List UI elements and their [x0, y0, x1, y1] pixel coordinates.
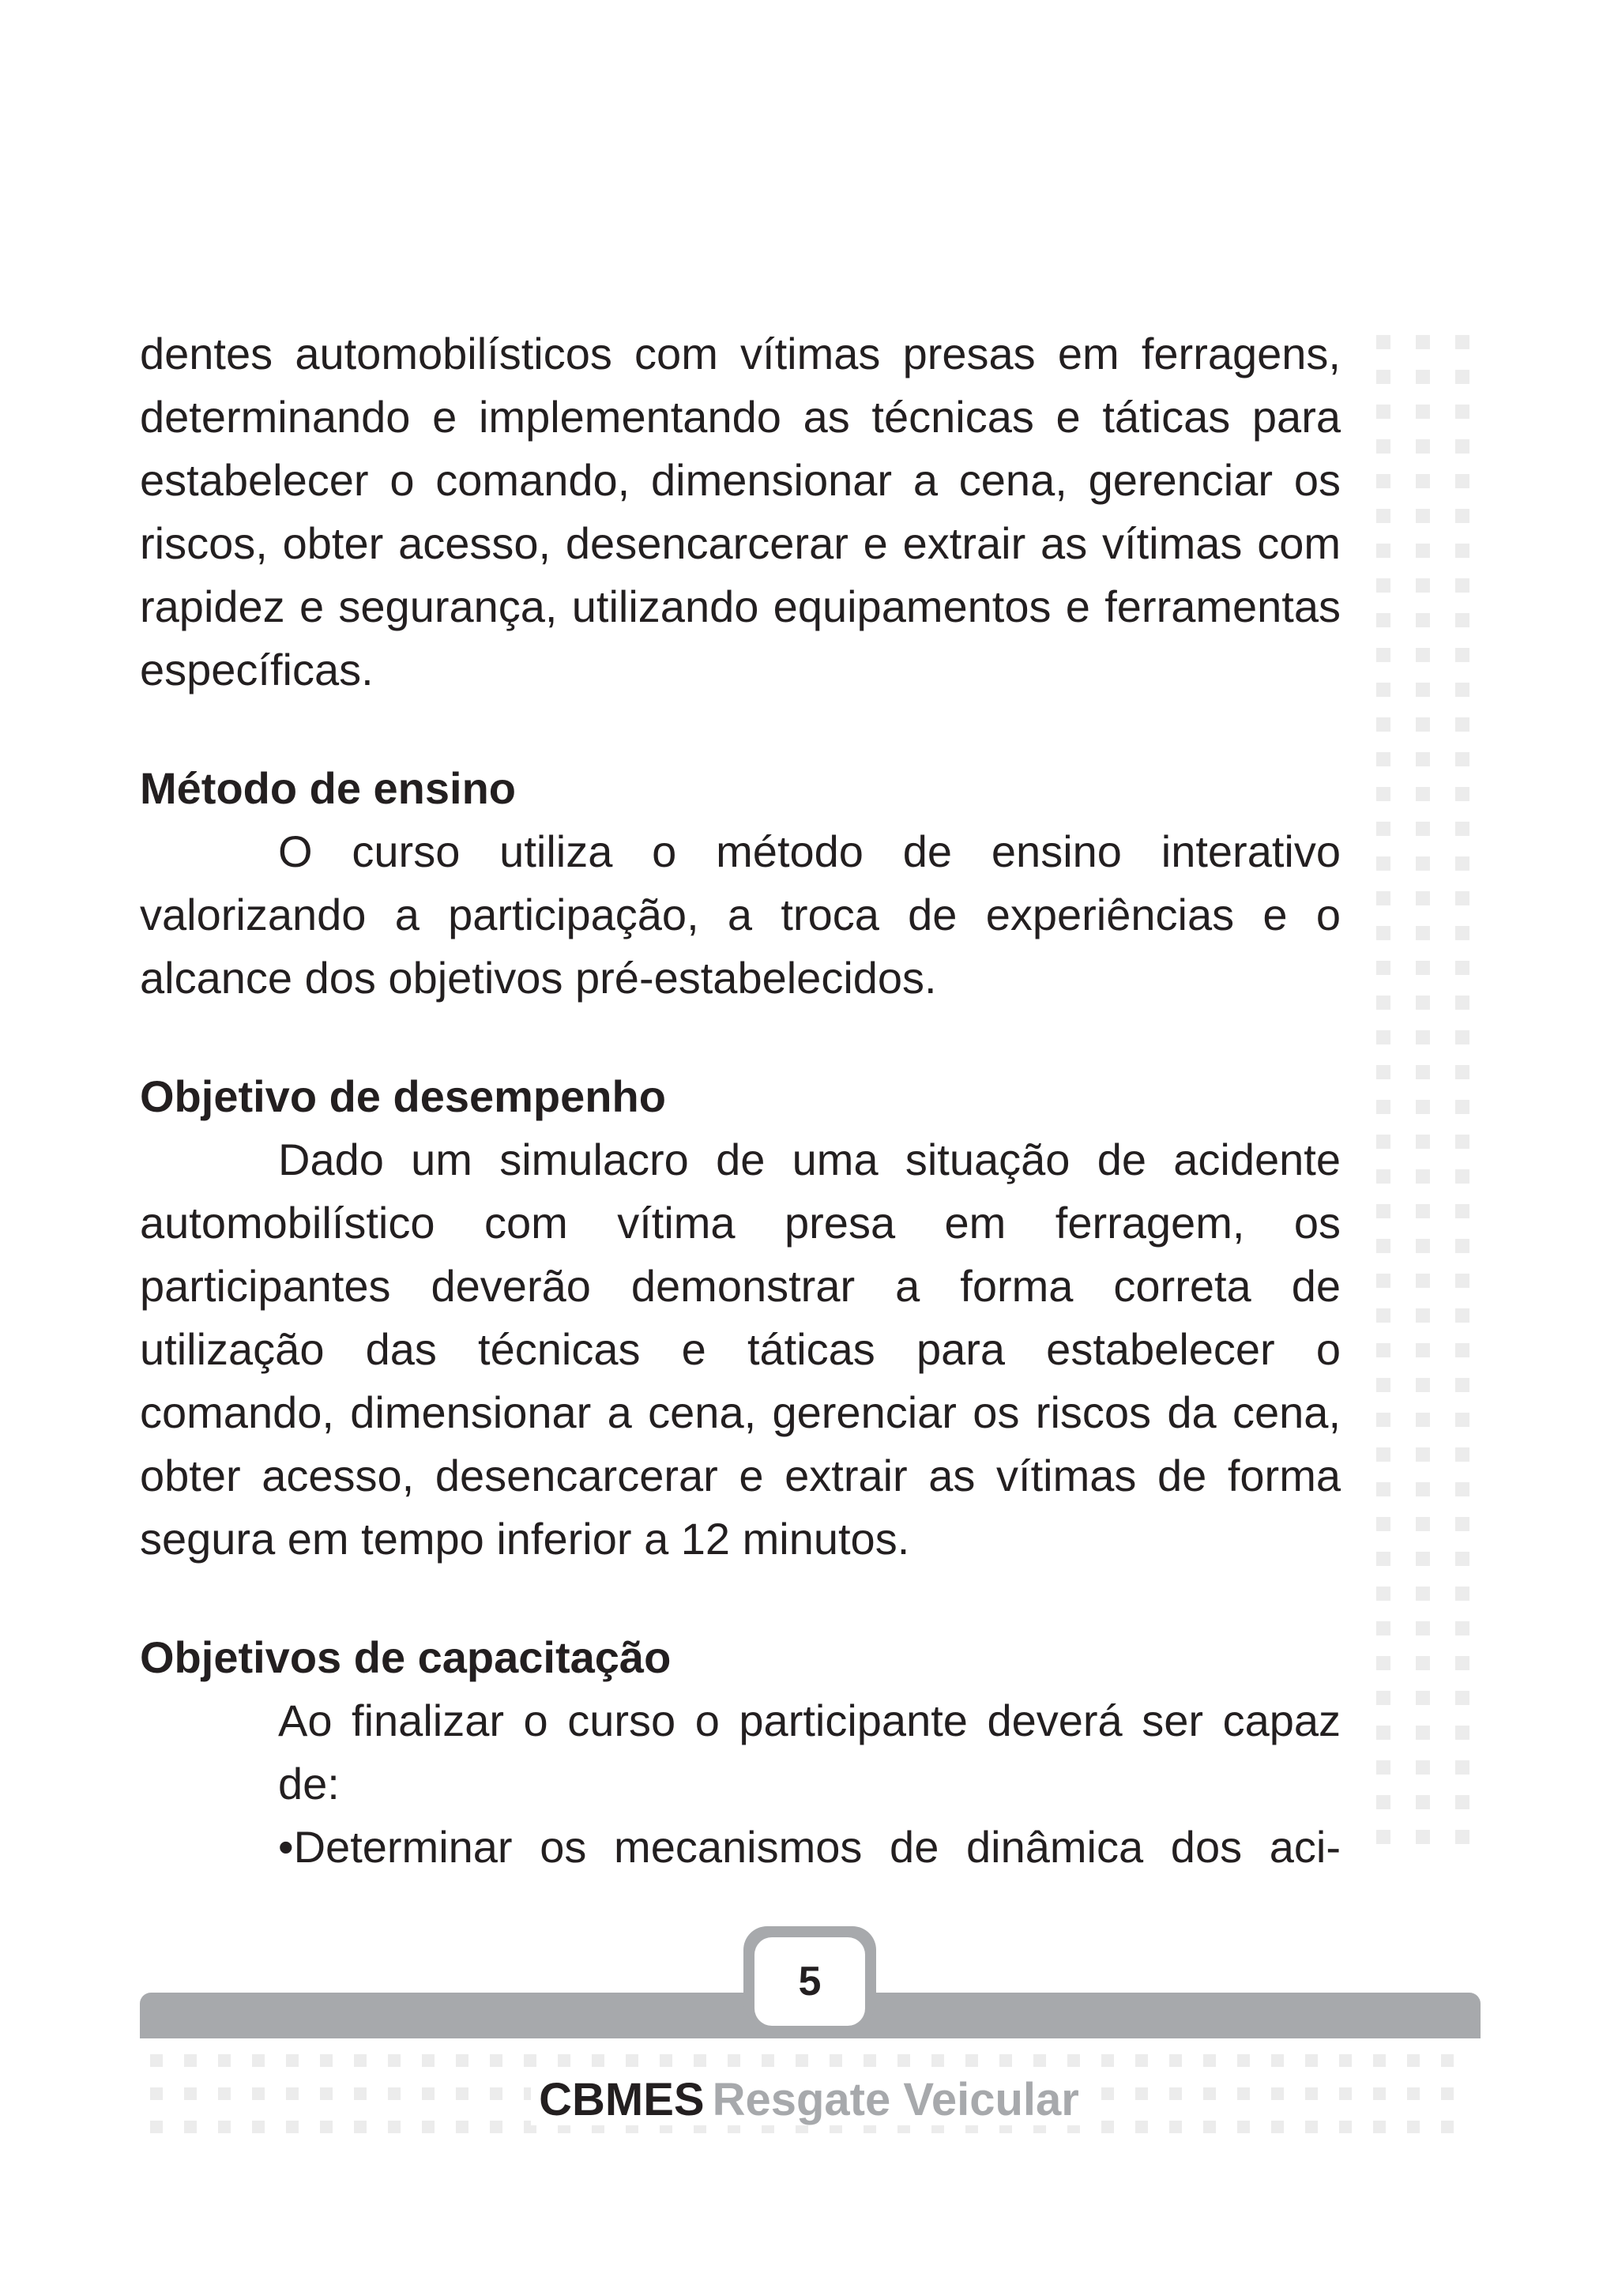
pattern-square: [1416, 335, 1430, 349]
section-heading-capacitacao: Objetivos de capacitação: [140, 1632, 672, 1682]
pattern-square: [694, 2054, 706, 2067]
pattern-square: [1455, 1274, 1469, 1288]
pattern-square: [1416, 578, 1430, 593]
pattern-square: [1455, 509, 1469, 523]
pattern-square: [1376, 474, 1390, 488]
pattern-square: [1376, 613, 1390, 627]
pattern-square: [1455, 1135, 1469, 1149]
pattern-square: [1376, 1795, 1390, 1809]
pattern-square: [1455, 1308, 1469, 1323]
pattern-square: [1416, 1135, 1430, 1149]
pattern-square: [1416, 1621, 1430, 1635]
pattern-square: [1455, 1343, 1469, 1357]
pattern-square: [1416, 1274, 1430, 1288]
pattern-square: [1376, 1586, 1390, 1601]
pattern-square: [1455, 439, 1469, 454]
section-body-metodo: O curso utiliza o método de ensino interativo valorizando a participação, a troca de experiências e o alcance dos objetivos pré-estabelecidos.: [140, 826, 1341, 1003]
pattern-square: [1416, 613, 1430, 627]
pattern-square: [1407, 2054, 1420, 2067]
pattern-square: [1416, 1586, 1430, 1601]
pattern-square: [1376, 648, 1390, 662]
pattern-square: [1376, 752, 1390, 766]
pattern-square: [897, 2054, 910, 2067]
pattern-square: [1455, 926, 1469, 940]
footer-brand: [0, 2072, 1618, 2129]
pattern-square: [1416, 1726, 1430, 1740]
pattern-square: [864, 2054, 876, 2067]
pattern-square: [1455, 1760, 1469, 1775]
pattern-square: [1416, 370, 1430, 384]
pattern-square: [1416, 683, 1430, 697]
pattern-square: [422, 2054, 435, 2067]
pattern-square: [1455, 1239, 1469, 1253]
pattern-square: [1416, 1378, 1430, 1392]
pattern-square: [1376, 787, 1390, 801]
page-content: [140, 322, 1341, 1879]
pattern-square: [1455, 578, 1469, 593]
pattern-square: [1376, 1830, 1390, 1844]
pattern-square: [1455, 1100, 1469, 1114]
pattern-square: [1101, 2054, 1114, 2067]
pattern-square: [1376, 1100, 1390, 1114]
pattern-square: [1169, 2054, 1182, 2067]
pattern-square: [1416, 1239, 1430, 1253]
pattern-square: [1376, 1621, 1390, 1635]
section-body-desempenho: Dado um simulacro de uma situação de acidente automobilístico com vítima presa em ferragem, os participantes deverão demonstrar a forma correta de utilização das técnicas e táticas para estabelecer o comando, dimensionar a cena, gerenciar os riscos da cena, obter acesso, desencarcerar e extrair as vítimas de forma segura em tempo inferior a 12 minutos.: [140, 1135, 1341, 1564]
pattern-square: [1376, 335, 1390, 349]
pattern-square: [1455, 1169, 1469, 1184]
pattern-square: [1416, 544, 1430, 558]
pattern-square: [558, 2054, 570, 2067]
pattern-square: [1376, 996, 1390, 1010]
pattern-square: [1376, 1413, 1390, 1427]
capacitacao-bullet: •Determinar os mecanismos de dinâmica dos aci-: [278, 1822, 1341, 1872]
pattern-square: [1416, 1760, 1430, 1775]
section-heading-metodo: Método de ensino: [140, 763, 516, 813]
pattern-square: [1455, 1030, 1469, 1044]
pattern-square: [150, 2054, 163, 2067]
pattern-square: [1416, 439, 1430, 454]
pattern-square: [1376, 1378, 1390, 1392]
pattern-square: [1416, 996, 1430, 1010]
pattern-square: [1416, 1691, 1430, 1705]
pattern-square: [1455, 613, 1469, 627]
section-gap: [140, 1010, 1341, 1065]
pattern-square: [728, 2054, 740, 2067]
pattern-square: [1416, 822, 1430, 836]
pattern-square: [1416, 1343, 1430, 1357]
pattern-square: [1416, 891, 1430, 905]
pattern-square: [1455, 474, 1469, 488]
brand-subtitle: Resgate Veicular: [713, 2074, 1087, 2125]
pattern-square: [1416, 717, 1430, 732]
pattern-square: [1455, 1065, 1469, 1079]
pattern-square: [1455, 1517, 1469, 1531]
pattern-square: [1416, 1795, 1430, 1809]
pattern-square: [830, 2054, 842, 2067]
pattern-square: [1416, 1308, 1430, 1323]
pattern-square: [1416, 1204, 1430, 1218]
pattern-square: [1455, 787, 1469, 801]
pattern-square: [1455, 1204, 1469, 1218]
pattern-square: [1455, 405, 1469, 419]
pattern-square: [1416, 1552, 1430, 1566]
pattern-square: [1237, 2054, 1250, 2067]
pattern-square: [1376, 1169, 1390, 1184]
pattern-square: [1455, 1447, 1469, 1462]
pattern-square: [1416, 1169, 1430, 1184]
pattern-square: [1376, 683, 1390, 697]
pattern-square: [1441, 2054, 1454, 2067]
pattern-square: [1376, 961, 1390, 975]
pattern-square: [1455, 1795, 1469, 1809]
pattern-square: [1376, 1760, 1390, 1775]
pattern-square: [1376, 1030, 1390, 1044]
pattern-square: [1416, 509, 1430, 523]
pattern-square: [1416, 648, 1430, 662]
pattern-square: [1416, 1517, 1430, 1531]
pattern-square: [1376, 578, 1390, 593]
pattern-square: [1416, 1447, 1430, 1462]
brand-name: CBMES: [531, 2074, 712, 2125]
page-number: 5: [754, 1937, 865, 2026]
pattern-square: [1455, 1621, 1469, 1635]
pattern-square: [1416, 1030, 1430, 1044]
pattern-square: [1376, 891, 1390, 905]
pattern-square: [1376, 1552, 1390, 1566]
pattern-square: [1416, 405, 1430, 419]
pattern-square: [490, 2054, 502, 2067]
pattern-square: [1376, 1204, 1390, 1218]
pattern-square: [592, 2054, 604, 2067]
pattern-square: [1376, 439, 1390, 454]
pattern-square: [1135, 2054, 1148, 2067]
pattern-square: [1416, 474, 1430, 488]
pattern-square: [1416, 1065, 1430, 1079]
pattern-square: [1455, 1691, 1469, 1705]
pattern-square: [1376, 1482, 1390, 1496]
pattern-square: [320, 2054, 333, 2067]
pattern-square: [1376, 717, 1390, 732]
pattern-square: [1455, 370, 1469, 384]
pattern-square: [1376, 822, 1390, 836]
pattern-square: [1455, 717, 1469, 732]
pattern-square: [1455, 1413, 1469, 1427]
pattern-square: [1455, 1378, 1469, 1392]
pattern-square: [660, 2054, 672, 2067]
pattern-square: [524, 2054, 536, 2067]
pattern-square: [1416, 856, 1430, 871]
pattern-square: [1455, 1482, 1469, 1496]
pattern-square: [1376, 1691, 1390, 1705]
pattern-square: [1455, 752, 1469, 766]
pattern-square: [1416, 1656, 1430, 1670]
pattern-square: [1376, 1656, 1390, 1670]
pattern-square: [1455, 335, 1469, 349]
pattern-square: [1376, 509, 1390, 523]
pattern-square: [1455, 1552, 1469, 1566]
pattern-square: [965, 2054, 978, 2067]
pattern-square: [999, 2054, 1012, 2067]
pattern-square: [1455, 1726, 1469, 1740]
pattern-square: [1376, 1065, 1390, 1079]
pattern-square: [931, 2054, 944, 2067]
pattern-square: [1373, 2054, 1386, 2067]
pattern-square: [1376, 1274, 1390, 1288]
pattern-square: [1455, 822, 1469, 836]
pattern-square: [184, 2054, 197, 2067]
pattern-square: [1455, 1586, 1469, 1601]
pattern-square: [354, 2054, 367, 2067]
pattern-square: [1339, 2054, 1352, 2067]
pattern-square: [1416, 961, 1430, 975]
pattern-square: [1416, 787, 1430, 801]
pattern-square: [1376, 544, 1390, 558]
pattern-square: [1271, 2054, 1284, 2067]
pattern-square: [1455, 856, 1469, 871]
pattern-square: [762, 2054, 774, 2067]
capacitacao-intro: Ao finalizar o curso o participante deverá ser capaz de:: [278, 1696, 1341, 1809]
pattern-square: [456, 2054, 468, 2067]
pattern-square: [1455, 648, 1469, 662]
pattern-square: [1376, 1343, 1390, 1357]
pattern-square: [1376, 1517, 1390, 1531]
side-dot-pattern: [1376, 335, 1479, 1868]
pattern-square: [1416, 752, 1430, 766]
pattern-square: [286, 2054, 299, 2067]
pattern-square: [626, 2054, 638, 2067]
pattern-square: [1455, 996, 1469, 1010]
pattern-square: [1376, 1239, 1390, 1253]
pattern-square: [1455, 891, 1469, 905]
pattern-square: [1416, 1413, 1430, 1427]
pattern-square: [1305, 2054, 1318, 2067]
pattern-square: [1416, 1830, 1430, 1844]
pattern-square: [218, 2054, 231, 2067]
pattern-square: [1376, 1308, 1390, 1323]
pattern-square: [796, 2054, 808, 2067]
pattern-square: [1376, 370, 1390, 384]
pattern-square: [1455, 544, 1469, 558]
pattern-square: [1455, 683, 1469, 697]
pattern-square: [1376, 926, 1390, 940]
pattern-square: [1033, 2054, 1046, 2067]
pattern-square: [1455, 961, 1469, 975]
pattern-square: [1203, 2054, 1216, 2067]
pattern-square: [1455, 1656, 1469, 1670]
pattern-square: [1376, 1447, 1390, 1462]
section-gap: [140, 1571, 1341, 1626]
pattern-square: [1376, 1135, 1390, 1149]
pattern-square: [1455, 1830, 1469, 1844]
pattern-square: [1376, 405, 1390, 419]
pattern-square: [252, 2054, 265, 2067]
pattern-square: [1376, 1726, 1390, 1740]
pattern-square: [1416, 1100, 1430, 1114]
pattern-square: [1376, 856, 1390, 871]
pattern-square: [1416, 926, 1430, 940]
pattern-square: [1067, 2054, 1080, 2067]
section-gap: [140, 702, 1341, 757]
pattern-square: [1416, 1482, 1430, 1496]
intro-paragraph: dentes automobilísticos com vítimas presas em ferragens, determinando e implementando as técnicas e táticas para estabelecer o comando, dimensionar a cena, gerenciar os riscos, obter acesso, desencarcerar e extrair as vítimas com rapidez e segurança, utilizando equipamentos e ferramentas específicas.: [140, 329, 1341, 694]
pattern-square: [388, 2054, 401, 2067]
section-heading-desempenho: Objetivo de desempenho: [140, 1071, 666, 1121]
